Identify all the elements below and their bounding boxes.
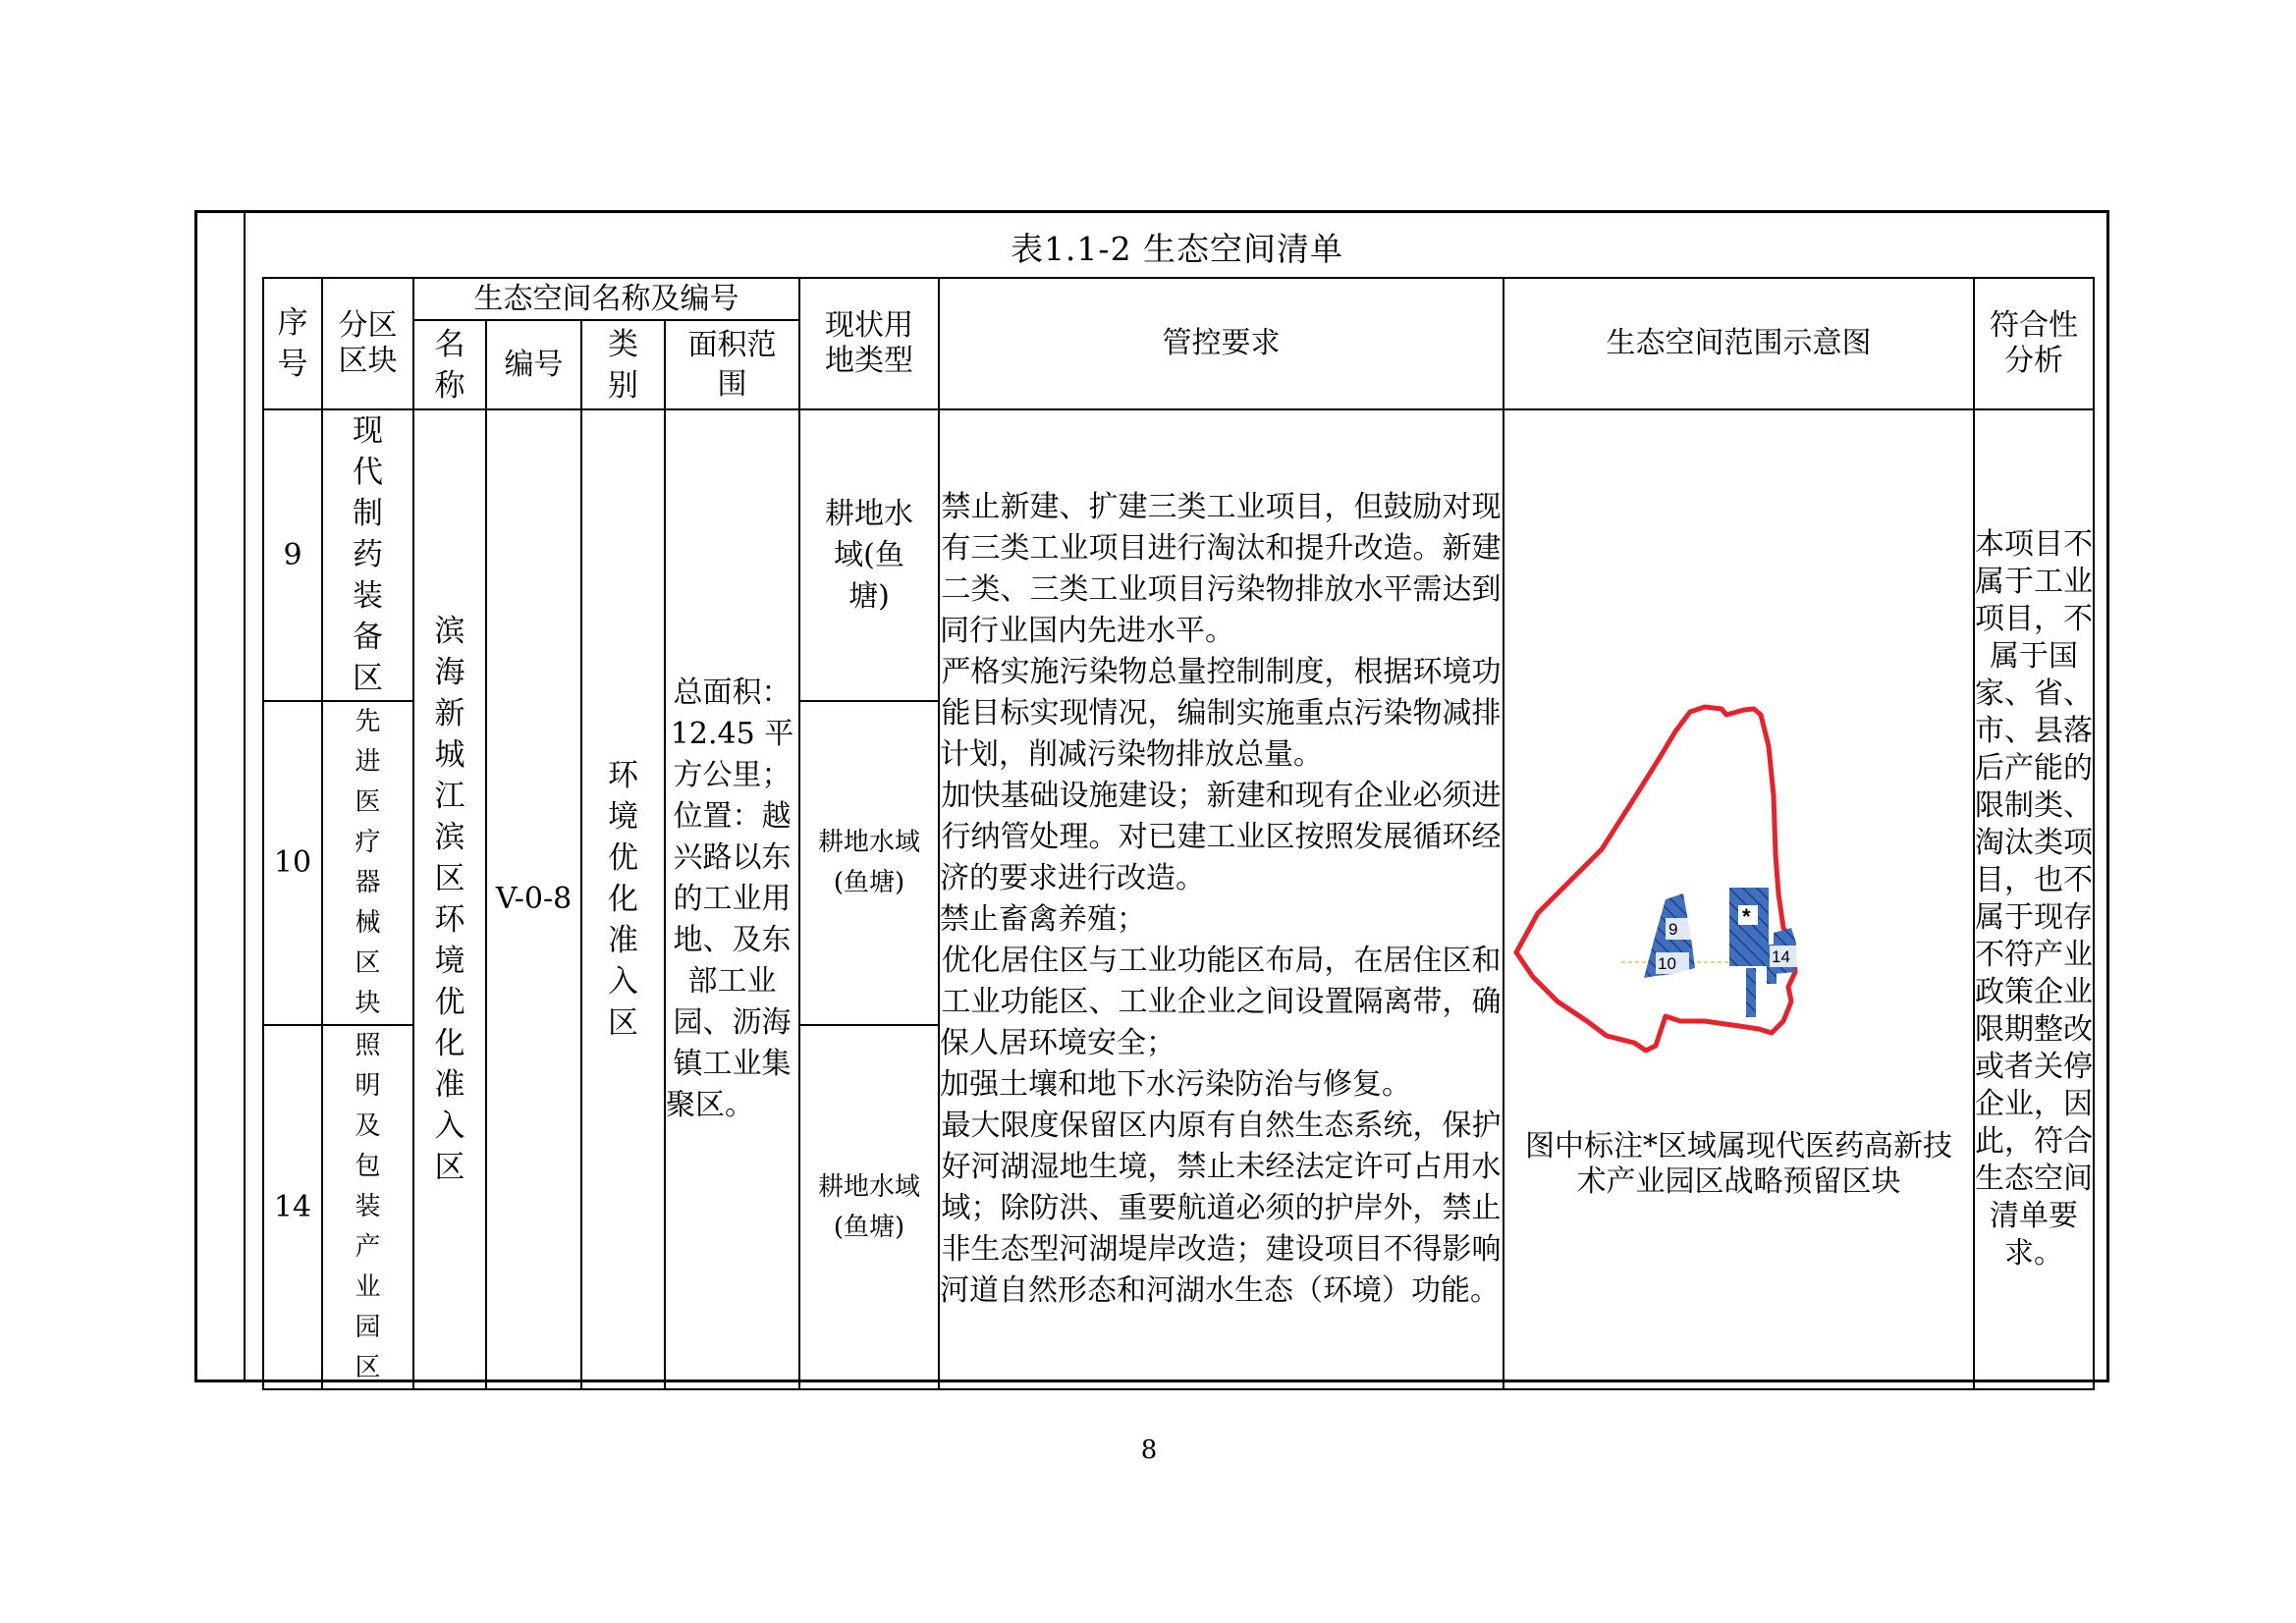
map-cell — [1503, 409, 1974, 1389]
label-9: 9 — [1667, 920, 1677, 939]
row-land-use: 耕地水域(鱼塘) — [799, 1025, 939, 1389]
header-land-use: 现状用地类型 — [799, 278, 939, 409]
table-title: 表1.1-2 生态空间清单 — [1010, 230, 1344, 268]
header-category: 类别 — [581, 320, 665, 409]
control-item: 严格实施污染物总量控制制度，根据环境功能目标实现情况，编制实施重点污染物减排计划，削减污染物排放总量。 — [940, 655, 1502, 772]
binding-line — [244, 213, 246, 1380]
row-land-use: 耕地水域(鱼塘) — [799, 409, 939, 701]
page-number: 8 — [1140, 1435, 1158, 1465]
row-seq: 14 — [263, 1025, 322, 1389]
label-10: 10 — [1657, 954, 1676, 973]
row-land-use: 耕地水域(鱼塘) — [799, 701, 939, 1025]
row-zone: 照明及包装产业园区 — [322, 1025, 413, 1389]
header-name: 名称 — [413, 320, 486, 409]
label-14: 14 — [1771, 947, 1790, 966]
row-seq: 10 — [263, 701, 322, 1025]
label-star: * — [1741, 904, 1751, 929]
control-item: 加快基础设施建设；新建和现有企业必须进行纳管处理。对已建工业区按照发展循环经济的要求进行改造。 — [940, 779, 1502, 895]
row-zone: 现代制药装备区 — [322, 409, 413, 701]
header-group: 生态空间名称及编号 — [413, 278, 799, 320]
control-requirements — [939, 409, 1503, 1389]
header-seq: 序号 — [263, 278, 322, 409]
header-zone: 分区区块 — [322, 278, 413, 409]
boundary-map — [1508, 599, 1970, 1129]
header-compliance: 符合性分析 — [1974, 278, 2094, 409]
control-item: 禁止新建、扩建三类工业项目，但鼓励对现有三类工业项目进行淘汰和提升改造。新建二类、三类工业项目污染物排放水平需达到同行业国内先进水平。 — [940, 490, 1502, 648]
control-item: 禁止畜禽养殖； — [940, 902, 1146, 937]
block-strip-a — [1746, 968, 1756, 1017]
header-control: 管控要求 — [939, 278, 1503, 409]
control-item: 优化居住区与工业功能区布局，在居住区和工业功能区、工业企业之间设置隔离带，确保人居环境安全； — [940, 944, 1502, 1060]
space-code: V-0-8 — [486, 409, 581, 1389]
row-zone: 先进医疗器械区块 — [322, 701, 413, 1025]
header-code: 编号 — [486, 320, 581, 409]
control-item: 加强土壤和地下水污染防治与修复。 — [940, 1067, 1411, 1102]
header-map: 生态空间范围示意图 — [1503, 278, 1974, 409]
table-row — [263, 409, 2094, 701]
control-item: 最大限度保留区内原有自然生态系统，保护好河湖湿地生境，禁止未经法定许可占用水域；除防洪、重要航道必须的护岸外，禁止非生态型河湖堤岸改造；建设项目不得影响河道自然形态和河湖水生态（环境）功能。 — [940, 1109, 1502, 1308]
map-note: 图中标注*区域属现代医药高新技术产业园区战略预留区块 — [1525, 1129, 1952, 1199]
space-category: 环境优化准入区 — [581, 409, 665, 1389]
space-name: 滨海新城江滨区环境优化准入区 — [413, 409, 486, 1389]
ecological-space-table — [262, 277, 2095, 1390]
row-seq: 9 — [263, 409, 322, 701]
space-area: 总面积：12.45 平方公里；位置：越兴路以东的工业用地、及东部工业园、沥海镇工业集聚区。 — [665, 409, 799, 1389]
header-area: 面积范围 — [665, 320, 799, 409]
compliance-analysis: 本项目不属于工业项目，不属于国家、省、市、县落后产能的限制类、淘汰类项目，也不属于现存不符产业政策企业限期整改或者关停企业，因此，符合生态空间清单要求。 — [1974, 409, 2094, 1389]
